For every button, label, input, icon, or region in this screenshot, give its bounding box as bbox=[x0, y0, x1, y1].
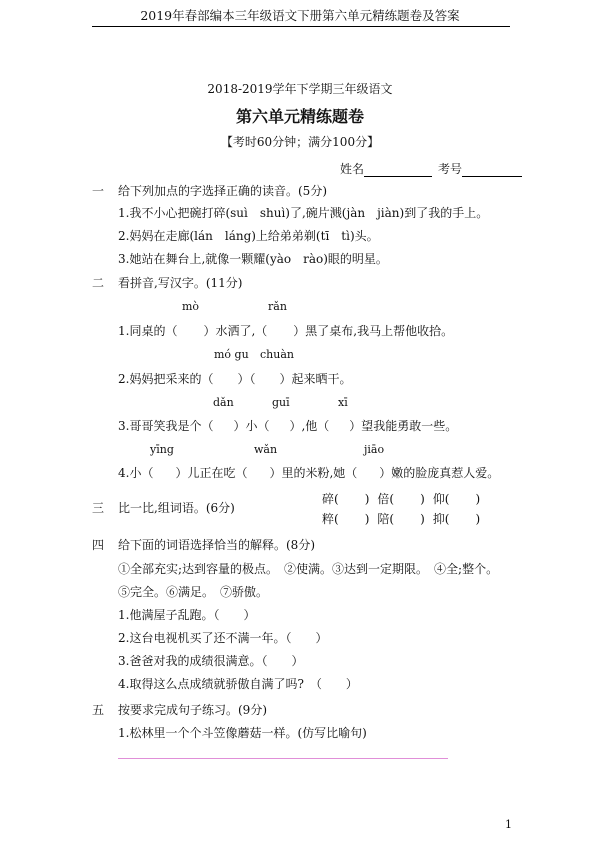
pinyin-hint: wǎn bbox=[254, 443, 278, 456]
text-segment: 1.同桌的（ bbox=[118, 324, 178, 338]
definition-options: ①全部充实;达到容量的极点。 ②使满。③达到一定期限。 ④全;整个。 bbox=[118, 562, 499, 576]
page-number: 1 bbox=[505, 818, 512, 831]
section-4-item: 4.取得这么点成绩就骄傲自满了吗? （ ） bbox=[118, 677, 358, 691]
char-prompt: 碎( bbox=[322, 492, 339, 506]
section-2-item bbox=[118, 464, 499, 481]
paren-close: ) bbox=[364, 512, 370, 526]
exam-title: 第六单元精练题卷 bbox=[235, 107, 364, 126]
paren-close: ) bbox=[420, 512, 425, 526]
section-1-item: 1.我不小心把碗打碎(suì shuì)了,碗片溅(jàn jiàn)到了我的手上。 bbox=[118, 206, 489, 220]
paren-close: ) bbox=[475, 492, 481, 506]
word-group-row bbox=[322, 510, 480, 527]
student-info bbox=[340, 160, 522, 177]
paren-close: ) bbox=[364, 492, 370, 506]
answer-line[interactable] bbox=[118, 758, 448, 759]
section-2-heading: 看拼音,写汉字。(11分) bbox=[118, 276, 243, 290]
section-3-heading: 比一比,组词语。(6分) bbox=[118, 501, 235, 515]
section-4-heading: 给下面的词语选择恰当的解释。(8分) bbox=[118, 538, 315, 552]
pinyin-hint: guī bbox=[272, 396, 290, 409]
exam-timing: 【考时60分钟；满分100分】 bbox=[220, 135, 380, 149]
paren-close: ) bbox=[475, 512, 481, 526]
section-4-item: 1.他满屋子乱跑。（ ） bbox=[118, 608, 256, 622]
text-segment: ）,他（ bbox=[289, 419, 330, 433]
pinyin-hint: yīng bbox=[150, 443, 174, 456]
text-segment: 4.小（ bbox=[118, 466, 154, 480]
section-5-number: 五 bbox=[92, 703, 105, 717]
section-1-item: 3.她站在舞台上,就像一颗耀(yào rào)眼的明星。 bbox=[118, 252, 388, 266]
text-segment: ）望我能勇敢一些。 bbox=[349, 419, 458, 433]
text-segment: ）（ bbox=[237, 372, 256, 386]
pinyin-hint: jiāo bbox=[364, 443, 385, 456]
section-3-number: 三 bbox=[92, 501, 105, 515]
text-segment: ）小（ bbox=[233, 419, 270, 433]
section-2-item bbox=[118, 370, 351, 387]
text-segment: ）水洒了,（ bbox=[203, 324, 268, 338]
char-prompt: 粹( bbox=[322, 512, 339, 526]
section-2-number: 二 bbox=[92, 276, 105, 290]
section-1-heading: 给下列加点的字选择正确的读音。(5分) bbox=[118, 184, 327, 198]
section-5-heading: 按要求完成句子练习。(9分) bbox=[118, 703, 267, 717]
name-field[interactable] bbox=[364, 164, 432, 177]
text-segment: ）嫩的脸庞真惹人爱。 bbox=[379, 466, 500, 480]
section-2-item bbox=[118, 322, 453, 339]
section-4-number: 四 bbox=[92, 538, 105, 552]
pinyin-hint: mò bbox=[182, 300, 200, 313]
text-segment: ）儿正在吃（ bbox=[175, 466, 248, 480]
pinyin-hint: chuàn bbox=[260, 348, 294, 361]
text-segment: 3.哥哥笑我是个（ bbox=[118, 419, 214, 433]
number-field[interactable] bbox=[462, 164, 522, 177]
section-5-item: 1.松林里一个个斗笠像蘑菇一样。(仿写比喻句) bbox=[118, 726, 367, 740]
section-4-item: 3.爸爸对我的成绩很满意。（ ） bbox=[118, 654, 304, 668]
section-4-item: 2.这台电视机买了还不满一年。（ ） bbox=[118, 631, 328, 645]
pinyin-hint: mó gu bbox=[214, 348, 249, 361]
pinyin-hint: rǎn bbox=[268, 300, 287, 313]
section-1-item: 2.妈妈在走廊(lán láng)上给弟弟剃(tī tì)头。 bbox=[118, 229, 379, 243]
section-1-number: 一 bbox=[92, 184, 105, 198]
page-header: 2019年春部编本三年级语文下册第六单元精练题卷及答案 bbox=[140, 8, 460, 23]
pinyin-hint: xī bbox=[338, 396, 348, 409]
text-segment: ）黑了桌布,我马上帮他收拾。 bbox=[293, 324, 454, 338]
char-prompt: 抑( bbox=[432, 512, 450, 526]
word-group-row bbox=[322, 490, 480, 507]
exam-subtitle: 2018-2019学年下学期三年级语文 bbox=[207, 82, 393, 96]
text-segment: ）里的米粉,她（ bbox=[269, 466, 358, 480]
name-label: 姓名 bbox=[340, 162, 365, 176]
number-label: 考号 bbox=[438, 162, 463, 176]
header-rule bbox=[92, 26, 510, 27]
paren-close: ) bbox=[420, 492, 425, 506]
char-prompt: 倍( bbox=[377, 492, 395, 506]
char-prompt: 仰( bbox=[432, 492, 450, 506]
section-2-item bbox=[118, 417, 457, 434]
text-segment: 2.妈妈把采来的（ bbox=[118, 372, 214, 386]
pinyin-hint: dǎn bbox=[213, 396, 234, 409]
text-segment: ）起来晒干。 bbox=[279, 372, 352, 386]
definition-options: ⑤完全。⑥满足。 ⑦骄傲。 bbox=[118, 585, 269, 599]
char-prompt: 陪( bbox=[377, 512, 395, 526]
